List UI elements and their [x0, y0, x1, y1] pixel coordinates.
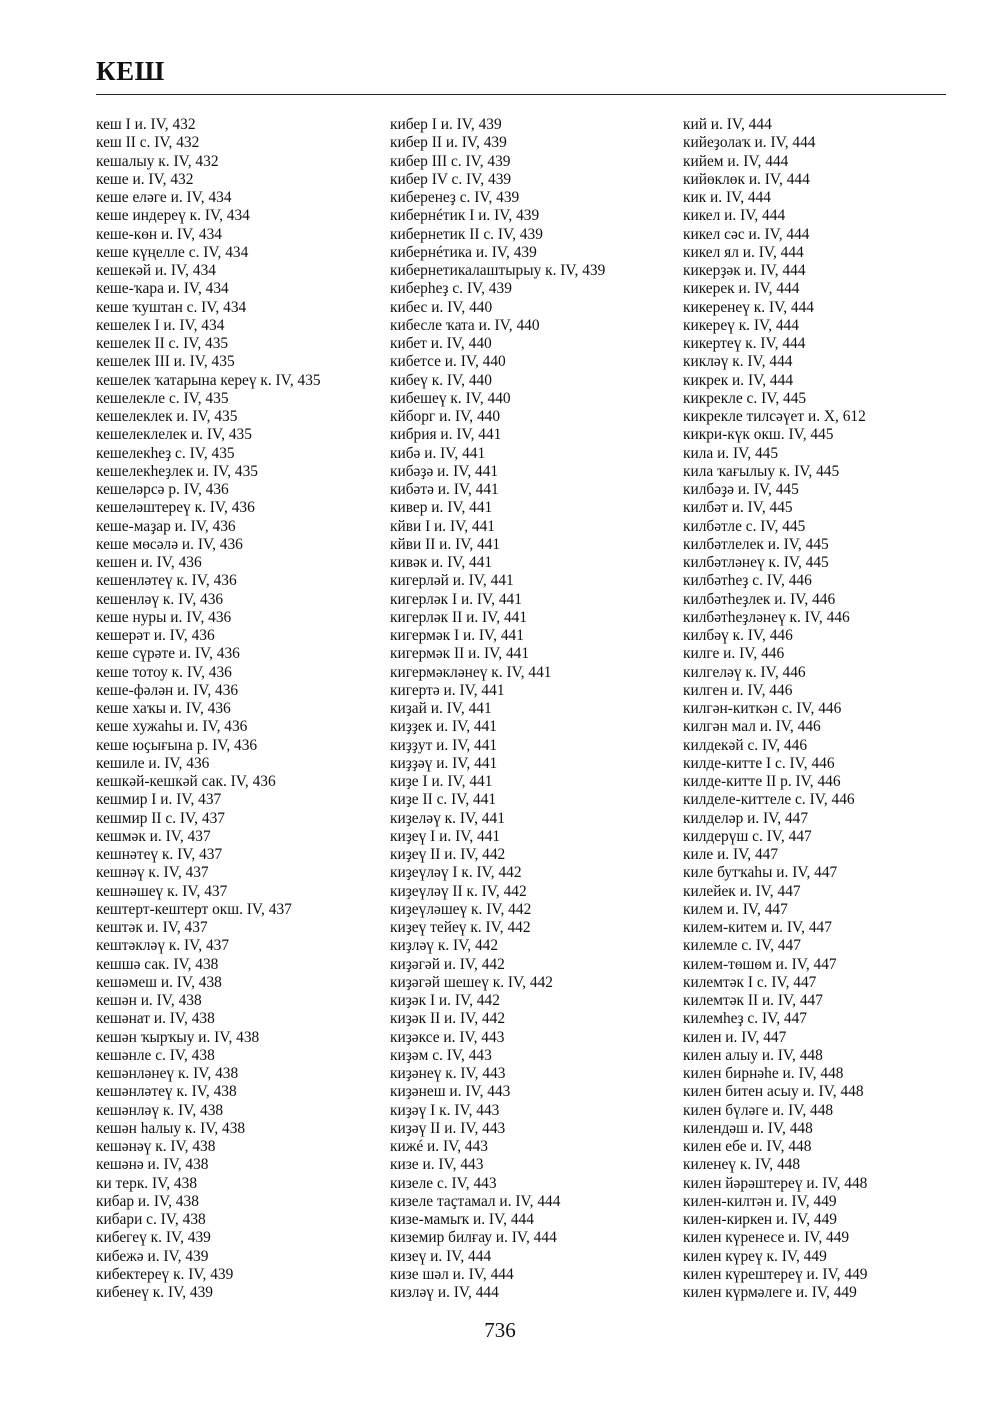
dictionary-entry: килбәтһеҙләнеү к. IV, 446 — [683, 608, 850, 626]
dictionary-entry: кигерләк II и. IV, 441 — [390, 608, 528, 626]
dictionary-entry: кибрия и. IV, 441 — [390, 426, 502, 444]
dictionary-column-3 — [683, 116, 867, 1302]
dictionary-entry: кикрекле тилсәүет и. X, 612 — [683, 408, 866, 425]
dictionary-entry: кижé и. IV, 443 — [390, 1138, 488, 1155]
dictionary-entry: кеше ҡуштан с. IV, 434 — [96, 298, 247, 316]
dictionary-entry: кикертеү к. IV, 444 — [683, 335, 806, 352]
dictionary-entry: кибернéтик I и. IV, 439 — [390, 207, 540, 225]
dictionary-entry: кигермәкләнеү к. IV, 441 — [390, 663, 552, 681]
dictionary-entry: кивер и. IV, 441 — [390, 499, 493, 517]
dictionary-entry: кикел и. IV, 444 — [683, 207, 786, 225]
dictionary-entry: килейек и. IV, 447 — [683, 882, 801, 900]
dictionary-entry: киҙеү тейеү к. IV, 442 — [390, 919, 531, 936]
dictionary-entry: кеш II с. IV, 432 — [96, 134, 200, 152]
dictionary-entry: килгеләү к. IV, 446 — [683, 663, 806, 681]
dictionary-entry: килбәҙә и. IV, 445 — [683, 481, 799, 498]
dictionary-entry: кибер III с. IV, 439 — [390, 152, 511, 170]
dictionary-entry: кикеренеү к. IV, 444 — [683, 298, 814, 316]
dictionary-entry: кйви II и. IV, 441 — [390, 535, 501, 553]
dictionary-entry: килен бирнәһе и. IV, 448 — [683, 1065, 844, 1082]
dictionary-entry: килемһеҙ с. IV, 447 — [683, 1010, 807, 1028]
dictionary-entry: кешелекле с. IV, 435 — [96, 389, 229, 407]
dictionary-entry: кибер II и. IV, 439 — [390, 134, 507, 152]
dictionary-entry: кизеле с. IV, 443 — [390, 1174, 497, 1192]
dictionary-entry: килгән-киткән с. IV, 446 — [683, 700, 842, 717]
dictionary-entry: киҙҙут и. IV, 441 — [390, 736, 498, 754]
dictionary-entry: килен битен асыу и. IV, 448 — [683, 1083, 864, 1101]
dictionary-entry: киҙай и. IV, 441 — [390, 700, 492, 717]
dictionary-entry: киҙәнеү к. IV, 443 — [390, 1065, 506, 1082]
dictionary-entry: киҙәк II и. IV, 442 — [390, 1010, 506, 1028]
dictionary-entry: кештәкләү к. IV, 437 — [96, 937, 230, 955]
dictionary-entry: кеше тотоу к. IV, 436 — [96, 663, 232, 681]
dictionary-entry: кешерәт и. IV, 436 — [96, 627, 215, 644]
dictionary-entry: киҙәксе и. IV, 443 — [390, 1028, 505, 1046]
dictionary-entry: кеше сүрәте и. IV, 436 — [96, 645, 240, 663]
dictionary-entry: килде-китте II р. IV, 446 — [683, 773, 841, 790]
dictionary-entry: киҙәгәй шешеү к. IV, 442 — [390, 973, 553, 991]
dictionary-entry: килемтәк II и. IV, 447 — [683, 992, 823, 1009]
dictionary-entry: кешәнат и. IV, 438 — [96, 1010, 215, 1028]
dictionary-entry: кикри-күк окш. IV, 445 — [683, 426, 834, 444]
dictionary-entry: кеше хужаһы и. IV, 436 — [96, 718, 248, 736]
dictionary-entry: килемле с. IV, 447 — [683, 937, 801, 955]
dictionary-entry: кибә и. IV, 441 — [390, 444, 486, 462]
page-number: 736 — [484, 1318, 516, 1342]
dictionary-entry: кибектереү к. IV, 439 — [96, 1265, 234, 1283]
running-head: КЕШ — [96, 56, 165, 86]
dictionary-entry: кизе шәл и. IV, 444 — [390, 1265, 514, 1283]
dictionary-entry: кизеү и. IV, 444 — [390, 1247, 492, 1265]
dictionary-entry: кила ҡағылыу к. IV, 445 — [683, 462, 840, 480]
dictionary-entry: кешнәтеү к. IV, 437 — [96, 846, 223, 863]
dictionary-entry: кешшә сак. IV, 438 — [96, 955, 219, 973]
dictionary-entry: кеше-көн и. IV, 434 — [96, 225, 222, 243]
dictionary-entry: кигертә и. IV, 441 — [390, 681, 505, 699]
dictionary-entry: кештәк и. IV, 437 — [96, 919, 208, 936]
dictionary-entry: килен күрмәлеге и. IV, 449 — [683, 1284, 857, 1301]
dictionary-entry: киленеү к. IV, 448 — [683, 1156, 801, 1174]
dictionary-entry: киземир билғау и. IV, 444 — [390, 1229, 557, 1247]
dictionary-entry: кибешеү к. IV, 440 — [390, 389, 511, 407]
dictionary-entry: кибер I и. IV, 439 — [390, 116, 502, 133]
dictionary-entry: килбәтләнеү к. IV, 445 — [683, 554, 829, 571]
dictionary-entry: кешән и. IV, 438 — [96, 992, 202, 1009]
dictionary-entry: килен бүләге и. IV, 448 — [683, 1101, 834, 1119]
dictionary-entry: кеше нуры и. IV, 436 — [96, 608, 232, 626]
dictionary-entry: кешмир II с. IV, 437 — [96, 809, 225, 827]
dictionary-entry: кикел ял и. IV, 444 — [683, 243, 804, 261]
dictionary-entry: кешмир I и. IV, 437 — [96, 791, 222, 809]
dictionary-entry: кеш I и. IV, 432 — [96, 116, 196, 133]
dictionary-entry: кйборг и. IV, 440 — [390, 408, 501, 425]
dictionary-entry: кигерләй и. IV, 441 — [390, 572, 514, 590]
dictionary-entry: кеше хаҡы и. IV, 436 — [96, 700, 231, 717]
dictionary-entry: кик и. IV, 444 — [683, 189, 772, 206]
dictionary-entry: кешеләрсә р. IV, 436 — [96, 481, 229, 498]
dictionary-entry: кешелек I и. IV, 434 — [96, 316, 225, 334]
dictionary-entry: кибеү к. IV, 440 — [390, 371, 492, 389]
dictionary-entry: киҙе II с. IV, 441 — [390, 791, 497, 809]
dictionary-entry: кикереү к. IV, 444 — [683, 316, 799, 334]
dictionary-entry: киҙәм с. IV, 443 — [390, 1046, 492, 1064]
dictionary-entry: кивәк и. IV, 441 — [390, 554, 493, 571]
dictionary-entry: кибетсе и. IV, 440 — [390, 353, 506, 371]
dictionary-entry: кибернéтика и. IV, 439 — [390, 243, 537, 261]
dictionary-entry: килбәү к. IV, 446 — [683, 627, 793, 644]
dictionary-entry: кибернетик II с. IV, 439 — [390, 225, 543, 243]
dictionary-entry: кешелек ҡатарына кереү к. IV, 435 — [96, 371, 321, 389]
dictionary-entry: кибернетикалаштырыу к. IV, 439 — [390, 262, 606, 279]
dictionary-entry: кибежә и. IV, 439 — [96, 1247, 209, 1265]
dictionary-entry: кешенләтеү к. IV, 436 — [96, 572, 237, 590]
dictionary-entry: килен күренесе и. IV, 449 — [683, 1229, 850, 1247]
dictionary-column-1 — [96, 116, 321, 1302]
dictionary-entry: килен күрештереү и. IV, 449 — [683, 1265, 868, 1283]
dictionary-entry: килбәтле с. IV, 445 — [683, 517, 806, 535]
dictionary-entry: кешәнә и. IV, 438 — [96, 1156, 209, 1174]
dictionary-entry: килен алыу и. IV, 448 — [683, 1046, 823, 1064]
dictionary-entry: килдекәй с. IV, 446 — [683, 736, 808, 754]
dictionary-entry: кешәнле с. IV, 438 — [96, 1046, 215, 1064]
dictionary-entry: кешәнләү к. IV, 438 — [96, 1101, 224, 1119]
dictionary-column-2 — [390, 116, 605, 1302]
dictionary-entry: килен-киркен и. IV, 449 — [683, 1211, 837, 1228]
dictionary-entry: киҙәнеш и. IV, 443 — [390, 1083, 511, 1101]
dictionary-entry: кигермәк II и. IV, 441 — [390, 645, 530, 663]
dictionary-entry: кизе-мамыҡ и. IV, 444 — [390, 1211, 534, 1228]
dictionary-entry: кеше-фәлән и. IV, 436 — [96, 681, 239, 699]
dictionary-entry: килбәт и. IV, 445 — [683, 499, 793, 517]
dictionary-entry: кикерек и. IV, 444 — [683, 280, 800, 298]
header-rule — [96, 94, 946, 95]
dictionary-entry: кеше мөсәлә и. IV, 436 — [96, 535, 243, 553]
dictionary-entry: кибегеү к. IV, 439 — [96, 1229, 211, 1247]
dictionary-entry: кигермәк I и. IV, 441 — [390, 627, 524, 644]
dictionary-entry: кибет и. IV, 440 — [390, 335, 492, 352]
dictionary-entry: кеше и. IV, 432 — [96, 170, 194, 188]
dictionary-entry: кигерләк I и. IV, 441 — [390, 590, 522, 608]
dictionary-entry: кешелек III и. IV, 435 — [96, 353, 235, 371]
dictionary-entry: кешекәй и. IV, 434 — [96, 262, 216, 279]
dictionary-entry: килген и. IV, 446 — [683, 681, 793, 699]
dictionary-entry: кибар и. IV, 438 — [96, 1192, 199, 1210]
dictionary-entry: кешалыу к. IV, 432 — [96, 152, 219, 170]
dictionary-entry: кешелекһеҙ с. IV, 435 — [96, 444, 235, 462]
dictionary-entry: киҙеләү к. IV, 441 — [390, 809, 505, 827]
dictionary-entry: кизеле таҫтамал и. IV, 444 — [390, 1192, 561, 1210]
dictionary-entry: кешәнләтеү к. IV, 438 — [96, 1083, 237, 1101]
dictionary-entry: килбәтлелек и. IV, 445 — [683, 535, 829, 553]
dictionary-entry: кибес и. IV, 440 — [390, 298, 493, 316]
dictionary-entry: кибер IV с. IV, 439 — [390, 170, 512, 188]
dictionary-entry: кикрекле с. IV, 445 — [683, 389, 807, 407]
dictionary-entry: кешән ҡырҡыу и. IV, 438 — [96, 1028, 260, 1046]
dictionary-entry: кешенләү к. IV, 436 — [96, 590, 224, 608]
dictionary-entry: киҙеүләү II к. IV, 442 — [390, 882, 527, 900]
dictionary-entry: кикел сәс и. IV, 444 — [683, 225, 810, 243]
dictionary-entry: кешелекһеҙлек и. IV, 435 — [96, 462, 259, 480]
dictionary-entry: киҙеүләшеү к. IV, 442 — [390, 900, 532, 918]
dictionary-entry: килен и. IV, 447 — [683, 1028, 787, 1046]
dictionary-entry: киҙҙек и. IV, 441 — [390, 718, 497, 736]
dictionary-entry: кеше күңелле с. IV, 434 — [96, 243, 249, 261]
dictionary-entry: кикләү к. IV, 444 — [683, 353, 793, 371]
dictionary-entry: киберһеҙ с. IV, 439 — [390, 280, 512, 298]
dictionary-entry: киҙеүләү I к. IV, 442 — [390, 864, 522, 882]
dictionary-entry: кибәтә и. IV, 441 — [390, 481, 499, 498]
dictionary-entry: кикрек и. IV, 444 — [683, 371, 794, 389]
dictionary-entry: килбәтһеҙлек и. IV, 446 — [683, 590, 836, 608]
dictionary-entry: кешәмеш и. IV, 438 — [96, 973, 222, 991]
dictionary-entry: килделәр и. IV, 447 — [683, 809, 809, 827]
dictionary-entry: килен йәрәштереү и. IV, 448 — [683, 1174, 868, 1192]
dictionary-entry: кеше-маҙар и. IV, 436 — [96, 517, 236, 535]
dictionary-entry: кила и. IV, 445 — [683, 444, 779, 462]
dictionary-entry: кеше-ҡара и. IV, 434 — [96, 280, 229, 298]
dictionary-entry: килем и. IV, 447 — [683, 900, 788, 918]
dictionary-entry: киҙеү II и. IV, 442 — [390, 846, 506, 863]
dictionary-entry: килем-төшөм и. IV, 447 — [683, 955, 837, 973]
dictionary-entry: кийем и. IV, 444 — [683, 152, 789, 170]
dictionary-entry: киҙҙәү и. IV, 441 — [390, 754, 498, 772]
dictionary-entry: кибари с. IV, 438 — [96, 1211, 206, 1228]
dictionary-entry: кйви I и. IV, 441 — [390, 517, 496, 535]
dictionary-entry: кешкәй-кешкәй сак. IV, 436 — [96, 773, 276, 790]
dictionary-entry: киберенеҙ с. IV, 439 — [390, 189, 520, 206]
dictionary-entry: кешен и. IV, 436 — [96, 554, 202, 571]
dictionary-entry: кешәнәү к. IV, 438 — [96, 1138, 216, 1155]
dictionary-entry: кешмәк и. IV, 437 — [96, 827, 211, 845]
dictionary-entry: киҙе I и. IV, 441 — [390, 773, 493, 790]
dictionary-entry: киҙәү I к. IV, 443 — [390, 1101, 500, 1119]
dictionary-entry: кешән һалыу к. IV, 438 — [96, 1119, 246, 1137]
dictionary-entry: кешнәү к. IV, 437 — [96, 864, 209, 882]
dictionary-entry: кий и. IV, 444 — [683, 116, 772, 133]
dictionary-entry: килен-килтән и. IV, 449 — [683, 1192, 837, 1210]
dictionary-entry: киҙәү II и. IV, 443 — [390, 1119, 506, 1137]
dictionary-entry: кешелеклек и. IV, 435 — [96, 408, 238, 425]
dictionary-entry: кийеҙолаҡ и. IV, 444 — [683, 134, 816, 152]
dictionary-entry: кешәнләнеү к. IV, 438 — [96, 1065, 239, 1082]
dictionary-entry: килендәш и. IV, 448 — [683, 1119, 813, 1137]
dictionary-entry: кибенеү к. IV, 439 — [96, 1284, 213, 1301]
dictionary-entry: киҙләү к. IV, 442 — [390, 937, 499, 955]
dictionary-entry: киле и. IV, 447 — [683, 846, 779, 863]
dictionary-entry: килен күреү к. IV, 449 — [683, 1247, 827, 1265]
dictionary-entry: кешеләштереү к. IV, 436 — [96, 499, 255, 517]
dictionary-entry: кеше еләге и. IV, 434 — [96, 189, 232, 206]
dictionary-entry: кеше юҫығына р. IV, 436 — [96, 736, 258, 754]
dictionary-entry: кешелек II с. IV, 435 — [96, 335, 229, 352]
dictionary-entry: кешиле и. IV, 436 — [96, 754, 210, 772]
dictionary-entry: киле бутҡаһы и. IV, 447 — [683, 864, 838, 882]
dictionary-entry: килен ебе и. IV, 448 — [683, 1138, 812, 1155]
dictionary-entry: кештерт-кештерт окш. IV, 437 — [96, 900, 292, 918]
dictionary-entry: кизе и. IV, 443 — [390, 1156, 484, 1174]
dictionary-entry: киҙәгәй и. IV, 442 — [390, 955, 505, 973]
dictionary-entry: киҙәк I и. IV, 442 — [390, 992, 500, 1009]
dictionary-entry: килде-китте I с. IV, 446 — [683, 754, 835, 772]
dictionary-entry: килгән мал и. IV, 446 — [683, 718, 821, 736]
dictionary-entry: кикерҙәк и. IV, 444 — [683, 262, 806, 279]
dictionary-entry: кешелеклелек и. IV, 435 — [96, 426, 252, 444]
dictionary-entry: килге и. IV, 446 — [683, 645, 785, 663]
dictionary-entry: кибәҙә и. IV, 441 — [390, 462, 499, 480]
dictionary-entry: килдерүш с. IV, 447 — [683, 827, 812, 845]
dictionary-entry: килем-китем и. IV, 447 — [683, 919, 832, 936]
dictionary-entry: килемтәк I с. IV, 447 — [683, 973, 817, 991]
dictionary-entry: килделе-киттеле с. IV, 446 — [683, 791, 855, 809]
dictionary-entry: кеше индереү к. IV, 434 — [96, 207, 250, 225]
dictionary-entry: килбәтһеҙ с. IV, 446 — [683, 572, 812, 590]
dictionary-entry: киҙеү I и. IV, 441 — [390, 827, 501, 845]
dictionary-entry: кийөклөк и. IV, 444 — [683, 170, 810, 188]
dictionary-entry: кешнәшеү к. IV, 437 — [96, 882, 228, 900]
dictionary-entry: кизләү и. IV, 444 — [390, 1284, 499, 1301]
dictionary-entry: ки терк. IV, 438 — [96, 1174, 198, 1192]
dictionary-entry: кибесле ҡата и. IV, 440 — [390, 316, 540, 334]
